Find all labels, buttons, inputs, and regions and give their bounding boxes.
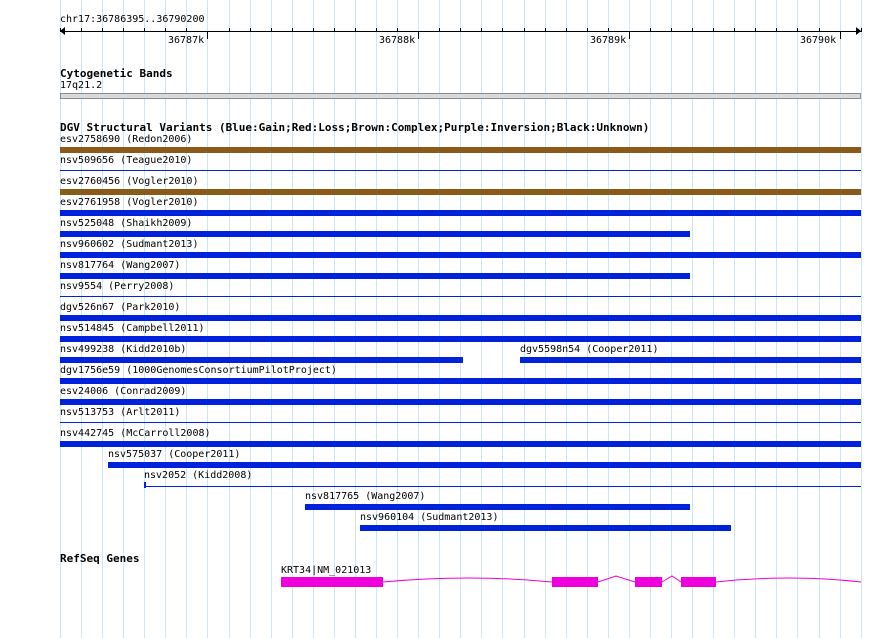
ruler-tick — [229, 28, 230, 32]
ruler-tick — [439, 28, 440, 32]
variant-bar[interactable] — [60, 315, 861, 321]
variant-label[interactable]: nsv513753 (Arlt2011) — [60, 407, 181, 418]
variant-bar[interactable] — [60, 189, 861, 195]
gene-label[interactable]: KRT34|NM_021013 — [281, 565, 372, 576]
variant-label[interactable]: esv24006 (Conrad2009) — [60, 386, 187, 397]
variant-bar[interactable] — [60, 170, 861, 171]
variant-bar[interactable] — [305, 504, 690, 510]
dgv-track-title[interactable]: DGV Structural Variants (Blue:Gain;Red:Loss;Brown:Complex;Purple:Inversion;Black:Unknown) — [60, 121, 650, 134]
variant-bar[interactable] — [60, 231, 690, 237]
variant-label[interactable]: nsv514845 (Campbell2011) — [60, 323, 205, 334]
ruler-tick — [271, 28, 272, 32]
variant-label[interactable]: nsv509656 (Teague2010) — [60, 155, 193, 166]
variant-bar[interactable] — [360, 525, 731, 531]
ruler-tick — [144, 28, 145, 32]
variant-label[interactable]: nsv960602 (Sudmant2013) — [60, 239, 199, 250]
exon-block[interactable] — [281, 577, 383, 587]
variant-bar[interactable] — [60, 378, 861, 384]
ruler-tick — [692, 28, 693, 32]
ruler-tick — [60, 28, 61, 32]
ruler-tick — [481, 28, 482, 32]
ruler-tick — [545, 28, 546, 32]
ruler-tick — [819, 28, 820, 32]
variant-label[interactable]: esv2758690 (Redon2006) — [60, 134, 193, 145]
ruler-tick — [755, 28, 756, 32]
cytoband-track-title[interactable]: Cytogenetic Bands — [60, 67, 173, 80]
ruler-tick-label: 36787k — [168, 35, 205, 46]
ruler-tick — [355, 28, 356, 32]
ruler-tick-label: 36790k — [800, 35, 837, 46]
ruler-tick — [102, 28, 103, 32]
variant-label[interactable]: dgv5598n54 (Cooper2011) — [520, 344, 659, 355]
variant-bar[interactable] — [60, 252, 861, 258]
variant-bar[interactable] — [60, 296, 861, 297]
ruler-tick — [186, 28, 187, 32]
variant-label[interactable]: nsv575037 (Cooper2011) — [108, 449, 241, 460]
ruler-tick — [587, 28, 588, 32]
ruler-tick — [608, 28, 609, 32]
ruler-tick — [250, 28, 251, 32]
ruler-tick — [165, 28, 166, 32]
variant-label[interactable]: esv2761958 (Vogler2010) — [60, 197, 199, 208]
ruler-tick — [334, 28, 335, 32]
cytoband-bar[interactable] — [60, 93, 861, 99]
variant-bar[interactable] — [60, 357, 463, 363]
ruler-tick — [840, 31, 841, 39]
ruler-tick — [397, 28, 398, 32]
variant-bar[interactable] — [108, 462, 861, 468]
variant-label[interactable]: nsv442745 (McCarroll2008) — [60, 428, 211, 439]
ruler-tick — [713, 28, 714, 32]
ruler-tick — [797, 28, 798, 32]
gene-model[interactable] — [0, 560, 890, 600]
variant-bar[interactable] — [60, 399, 861, 405]
variant-bar[interactable] — [60, 441, 861, 447]
ruler-tick — [418, 31, 419, 39]
variant-label[interactable]: nsv499238 (Kidd2010b) — [60, 344, 187, 355]
exon-block[interactable] — [635, 577, 662, 587]
variant-bar[interactable] — [60, 210, 861, 216]
ruler-tick — [629, 31, 630, 39]
ruler-coords: chr17:36786395..36790200 — [60, 14, 205, 25]
variant-bar-cap — [144, 482, 146, 488]
ruler-tick — [861, 28, 862, 32]
ruler-tick-label: 36789k — [590, 35, 627, 46]
variant-label[interactable]: nsv817764 (Wang2007) — [60, 260, 181, 271]
variant-label[interactable]: nsv9554 (Perry2008) — [60, 281, 175, 292]
ruler-tick — [123, 28, 124, 32]
grid-line — [861, 0, 862, 638]
ruler-tick — [650, 28, 651, 32]
variant-bar[interactable] — [520, 357, 861, 363]
exon-block[interactable] — [552, 577, 598, 587]
ruler-tick — [81, 28, 82, 32]
ruler-tick — [671, 28, 672, 32]
variant-label[interactable]: esv2760456 (Vogler2010) — [60, 176, 199, 187]
intron-line — [383, 576, 861, 582]
variant-label[interactable]: nsv525048 (Shaikh2009) — [60, 218, 193, 229]
ruler-tick — [207, 31, 208, 39]
variant-label[interactable]: nsv960104 (Sudmant2013) — [360, 512, 499, 523]
variant-bar[interactable] — [144, 486, 861, 487]
ruler-tick — [776, 28, 777, 32]
ruler-tick — [502, 28, 503, 32]
ruler-tick — [313, 28, 314, 32]
refseq-track-title[interactable]: RefSeq Genes — [60, 552, 140, 565]
cytoband-label: 17q21.2 — [60, 80, 103, 91]
ruler-tick — [376, 28, 377, 32]
ruler-tick — [566, 28, 567, 32]
ruler-tick — [734, 28, 735, 32]
variant-label[interactable]: dgv526n67 (Park2010) — [60, 302, 181, 313]
variant-label[interactable]: dgv1756e59 (1000GenomesConsortiumPilotProject) — [60, 365, 337, 376]
ruler-tick — [460, 28, 461, 32]
ruler-tick-label: 36788k — [379, 35, 416, 46]
variant-bar[interactable] — [60, 422, 861, 423]
variant-bar[interactable] — [60, 273, 690, 279]
variant-bar[interactable] — [60, 147, 861, 153]
ruler-tick — [524, 28, 525, 32]
variant-label[interactable]: nsv2052 (Kidd2008) — [144, 470, 253, 481]
exon-block[interactable] — [681, 577, 716, 587]
variant-label[interactable]: nsv817765 (Wang2007) — [305, 491, 426, 502]
ruler-tick — [292, 28, 293, 32]
variant-bar[interactable] — [60, 336, 861, 342]
